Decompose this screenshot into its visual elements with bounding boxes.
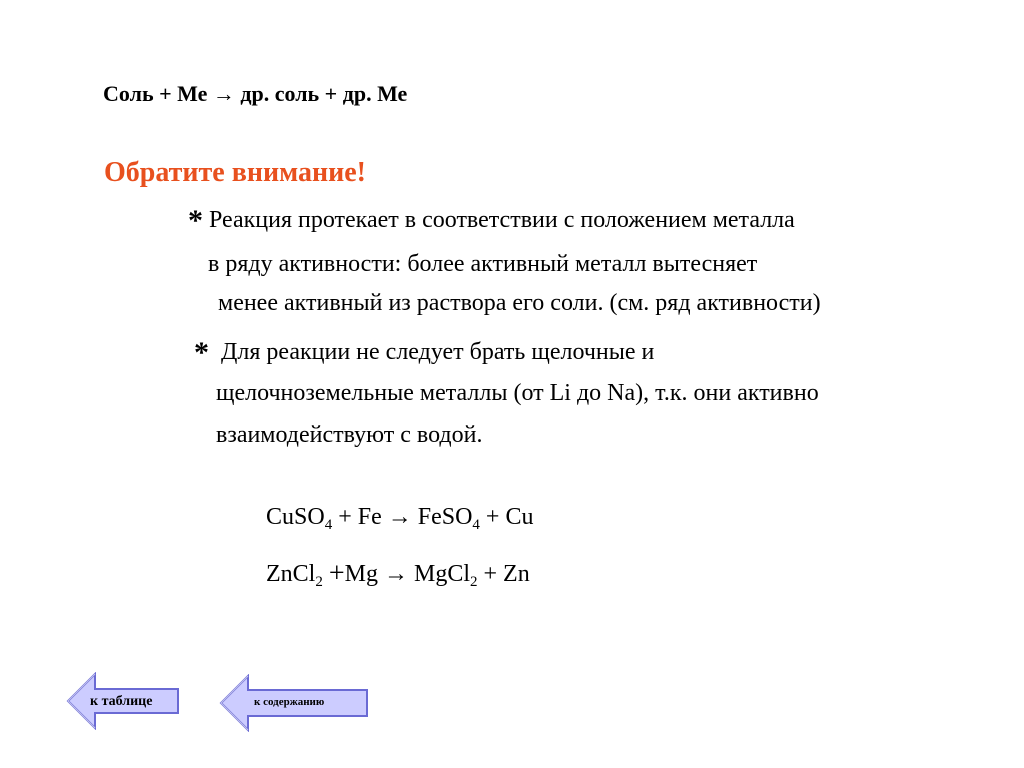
eq1-reactant-1: CuSO$_4$ <box>266 504 333 533</box>
notice-title: Обратите внимание! <box>104 157 366 188</box>
eq2-plus-2: + <box>477 561 504 587</box>
eq1-arrow: → <box>381 504 418 530</box>
bullet-1-line-1 <box>188 202 795 236</box>
bullet-1-marker: * <box>188 204 203 237</box>
eq1-product-1: FeSO$_4$ <box>417 504 480 533</box>
eq2-arrow: → <box>377 561 414 587</box>
back-to-table-button[interactable] <box>66 672 182 730</box>
equation-1 <box>266 501 533 533</box>
eq2-reactant-2: Mg <box>344 561 378 587</box>
bullet-1-line-2: в ряду активности: более активный металл вытесняет <box>208 251 758 277</box>
back-to-contents-button[interactable] <box>219 674 369 732</box>
bullet-2-marker: * <box>194 336 209 369</box>
eq2-reactant-1: ZnCl$_2$ <box>266 561 323 590</box>
bullet-2-line-3: взаимодействуют с водой. <box>216 422 483 448</box>
eq2-product-1: MgCl$_2$ <box>413 561 478 590</box>
eq2-plus-1: + <box>328 558 345 589</box>
eq1-plus-2: + <box>479 504 506 530</box>
eq1-product-2: Cu <box>505 504 534 530</box>
back-to-contents-label: к содержанию <box>254 696 325 708</box>
bullet-2-line-1 <box>194 334 654 368</box>
back-to-table-label: к таблице <box>90 694 153 709</box>
eq2-product-2: Zn <box>503 561 530 587</box>
bullet-2-line-2: щелочноземельные металлы (от Li до Na), т.к. они активно <box>216 380 819 406</box>
bullet-1-line-3: менее активный из раствора его соли. (см. ряд активности) <box>218 290 821 316</box>
bullet-1-text-1: Реакция протекает в соответствии с положением металла <box>209 207 795 233</box>
bullet-2-text-1: Для реакции не следует брать щелочные и <box>221 339 655 365</box>
equation-2 <box>266 557 530 590</box>
reaction-scheme: Соль + Ме → др. соль + др. Ме <box>103 81 408 106</box>
eq1-reactant-2: Fe <box>357 504 382 530</box>
eq1-plus-1: + <box>332 504 358 530</box>
